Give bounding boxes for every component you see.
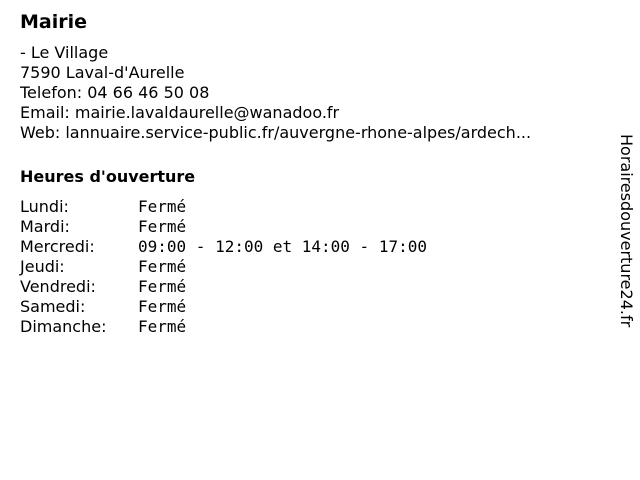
address-city: 7590 Laval-d'Aurelle <box>20 63 185 82</box>
hours-heading: Heures d'ouverture <box>20 167 196 186</box>
hours-row-sunday <box>20 317 590 337</box>
phone-line[interactable]: Telefon: 04 66 46 50 08 <box>20 83 210 102</box>
hours-value: Fermé <box>138 217 187 236</box>
day-label: Dimanche: <box>20 317 107 336</box>
hours-value: Fermé <box>138 257 187 276</box>
hours-value: Fermé <box>138 297 187 316</box>
hours-table <box>20 197 590 337</box>
hours-value: 09:00 - 12:00 et 14:00 - 17:00 <box>138 237 427 256</box>
place-title: Mairie <box>20 11 88 33</box>
hours-row-tuesday <box>20 217 590 237</box>
hours-row-friday <box>20 277 590 297</box>
day-label: Lundi: <box>20 197 69 216</box>
day-label: Mercredi: <box>20 237 95 256</box>
day-label: Mardi: <box>20 217 70 236</box>
hours-row-thursday <box>20 257 590 277</box>
address-block <box>20 43 590 143</box>
day-label: Jeudi: <box>20 257 65 276</box>
hours-value: Fermé <box>138 317 187 336</box>
day-label: Vendredi: <box>20 277 96 296</box>
address-street: - Le Village <box>20 43 109 62</box>
hours-row-monday <box>20 197 590 217</box>
email-line[interactable]: Email: mairie.lavaldaurelle@wanadoo.fr <box>20 103 340 122</box>
hours-value: Fermé <box>138 277 187 296</box>
hours-row-wednesday <box>20 237 590 257</box>
hours-value: Fermé <box>138 197 187 216</box>
site-watermark: Horairesdouverture24.fr <box>617 134 636 328</box>
day-label: Samedi: <box>20 297 86 316</box>
web-line[interactable]: Web: lannuaire.service-public.fr/auvergne-rhone-alpes/ardech... <box>20 123 532 142</box>
hours-row-saturday <box>20 297 590 317</box>
place-card <box>20 10 590 337</box>
